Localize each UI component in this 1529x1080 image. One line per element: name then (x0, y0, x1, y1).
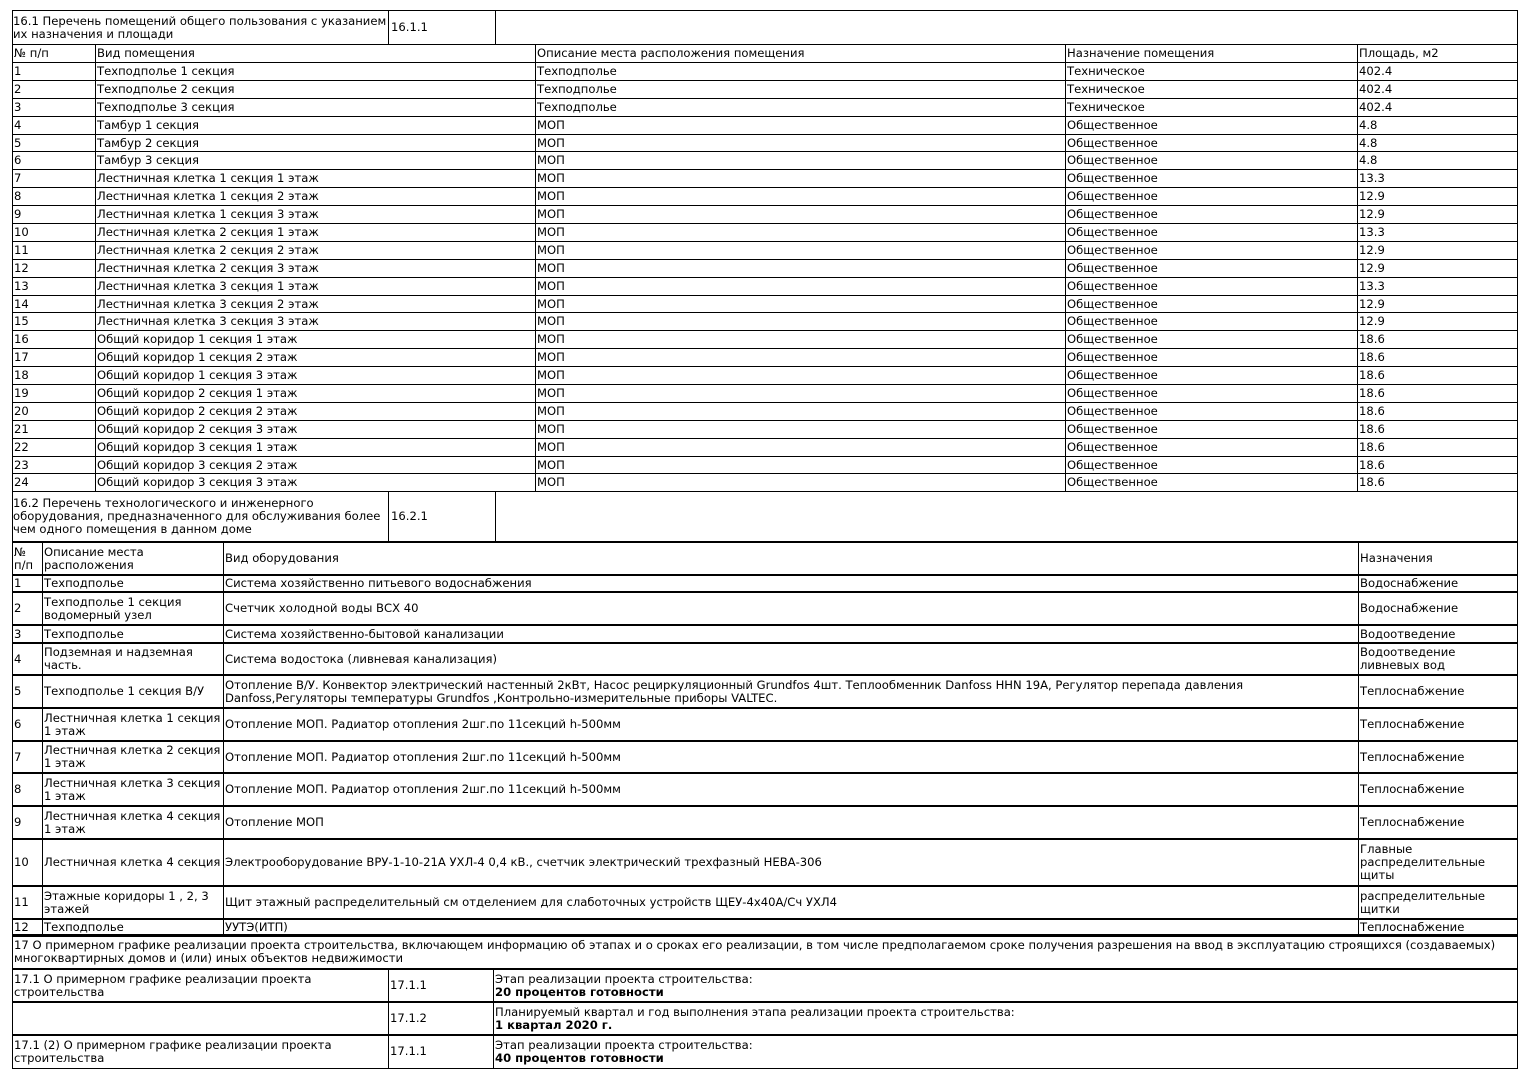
room-area: 18.6 (1358, 420, 1518, 438)
equipment-type: Электрооборудование ВРУ-1-10-21А УХЛ-4 0,4 кВ., счетчик электрический трехфазный НЕВА-306 (224, 839, 1359, 886)
equipment-purpose: Водоснабжение (1359, 575, 1518, 592)
room-purpose: Общественное (1066, 116, 1358, 134)
schedule-code: 17.1.1 (389, 969, 494, 1002)
equipment-location: Лестничная клетка 2 секция 1 этаж (43, 741, 224, 773)
schedule-value: 1 квартал 2020 г. (495, 1017, 613, 1032)
equipment-num: 12 (13, 919, 43, 936)
schedule-table (12, 934, 1518, 1069)
room-num: 22 (13, 438, 96, 456)
room-type: Лестничная клетка 2 секция 2 этаж (96, 241, 536, 259)
room-type: Техподполье 1 секция (96, 63, 536, 81)
equipment-purpose: Главные распределительные щиты (1359, 839, 1518, 886)
equipment-row (13, 675, 1518, 708)
room-location: МОП (536, 331, 1066, 349)
equipment-num: 10 (13, 839, 43, 886)
room-area: 12.9 (1358, 295, 1518, 313)
equipment-purpose: Теплоснабжение (1359, 675, 1518, 708)
room-area: 12.9 (1358, 313, 1518, 331)
room-row (13, 438, 1518, 456)
schedule-label: 17.1 О примерном графике реализации проекта строительства (13, 969, 389, 1002)
room-location: Техподполье (536, 98, 1066, 116)
section-17-header (13, 935, 1518, 969)
col-header-location: Описание места расположения (43, 542, 224, 575)
section-16-2-title: 16.2 Перечень технологического и инженерного оборудования, предназначенного для обслуживания более чем одного помещения в данном доме (13, 496, 381, 536)
room-row (13, 331, 1518, 349)
room-purpose: Техническое (1066, 80, 1358, 98)
equipment-row (13, 592, 1518, 625)
room-location: Техподполье (536, 63, 1066, 81)
rooms-table (12, 10, 1518, 492)
room-row (13, 188, 1518, 206)
room-row (13, 80, 1518, 98)
room-purpose: Общественное (1066, 438, 1358, 456)
equipment-location: Техподполье 1 секция В/У (43, 675, 224, 708)
room-num: 6 (13, 152, 96, 170)
room-num: 24 (13, 474, 96, 492)
room-num: 21 (13, 420, 96, 438)
room-location: МОП (536, 313, 1066, 331)
room-purpose: Общественное (1066, 134, 1358, 152)
room-num: 17 (13, 349, 96, 367)
col-header-type: Вид помещения (96, 45, 536, 63)
room-type: Общий коридор 2 секция 2 этаж (96, 402, 536, 420)
room-num: 11 (13, 241, 96, 259)
room-area: 13.3 (1358, 170, 1518, 188)
room-purpose: Общественное (1066, 170, 1358, 188)
room-num: 12 (13, 259, 96, 277)
equipment-header-row (13, 542, 1518, 575)
room-num: 16 (13, 331, 96, 349)
room-row (13, 206, 1518, 224)
room-type: Общий коридор 3 секция 2 этаж (96, 456, 536, 474)
room-row (13, 295, 1518, 313)
room-type: Техподполье 2 секция (96, 80, 536, 98)
room-type: Лестничная клетка 1 секция 2 этаж (96, 188, 536, 206)
room-num: 15 (13, 313, 96, 331)
room-purpose: Общественное (1066, 241, 1358, 259)
room-row (13, 63, 1518, 81)
room-location: МОП (536, 295, 1066, 313)
room-type: Лестничная клетка 3 секция 2 этаж (96, 295, 536, 313)
col-header-purpose: Назначения (1359, 542, 1518, 575)
equipment-purpose: Теплоснабжение (1359, 773, 1518, 806)
room-location: МОП (536, 241, 1066, 259)
equipment-num: 1 (13, 575, 43, 592)
schedule-caption: Этап реализации проекта строительства: (495, 971, 753, 986)
col-header-area: Площадь, м2 (1358, 45, 1518, 63)
room-area: 12.9 (1358, 188, 1518, 206)
section-17-title: 17 О примерном графике реализации проекта строительства, включающем информацию об этапах и о сроках его реализации, в том числе предполагаемом сроке получения разрешения на ввод в эксплуатацию строящихся (создаваемых) многоквартирных домов и (или) иных объектов недвижимости (13, 935, 1518, 969)
col-header-equipment: Вид оборудования (224, 542, 1359, 575)
room-location: МОП (536, 456, 1066, 474)
room-type: Общий коридор 1 секция 1 этаж (96, 331, 536, 349)
room-purpose: Общественное (1066, 349, 1358, 367)
equipment-location: Лестничная клетка 4 секция 1 этаж (43, 806, 224, 839)
equipment-type: Щит этажный распределительный см отделением для слаботочных устройств ЩЕУ-4х40А/Сч УХЛ4 (224, 886, 1359, 919)
schedule-row (13, 969, 1518, 1002)
room-area: 402.4 (1358, 80, 1518, 98)
room-type: Тамбур 1 секция (96, 116, 536, 134)
room-location: МОП (536, 224, 1066, 242)
room-num: 13 (13, 277, 96, 295)
room-row (13, 474, 1518, 492)
room-area: 18.6 (1358, 438, 1518, 456)
schedule-value-cell (494, 969, 1518, 1002)
room-type: Общий коридор 3 секция 1 этаж (96, 438, 536, 456)
schedule-label (13, 1002, 389, 1035)
room-type: Общий коридор 3 секция 3 этаж (96, 474, 536, 492)
equipment-table (12, 491, 1518, 937)
room-row (13, 170, 1518, 188)
room-row (13, 420, 1518, 438)
room-row (13, 134, 1518, 152)
room-num: 7 (13, 170, 96, 188)
equipment-location: Лестничная клетка 1 секция 1 этаж (43, 708, 224, 741)
equipment-row (13, 643, 1518, 675)
equipment-purpose: Водоснабжение (1359, 592, 1518, 625)
equipment-location: Техподполье 1 секция водомерный узел (43, 592, 224, 625)
equipment-location: Техподполье (43, 919, 224, 936)
room-area: 402.4 (1358, 63, 1518, 81)
equipment-row (13, 741, 1518, 773)
room-purpose: Общественное (1066, 259, 1358, 277)
room-type: Лестничная клетка 3 секция 1 этаж (96, 277, 536, 295)
schedule-value: 40 процентов готовности (495, 1050, 664, 1065)
room-num: 20 (13, 402, 96, 420)
equipment-num: 4 (13, 643, 43, 675)
room-purpose: Общественное (1066, 224, 1358, 242)
room-location: МОП (536, 385, 1066, 403)
room-purpose: Общественное (1066, 456, 1358, 474)
room-purpose: Общественное (1066, 152, 1358, 170)
equipment-row (13, 886, 1518, 919)
room-area: 13.3 (1358, 277, 1518, 295)
room-area: 18.6 (1358, 331, 1518, 349)
room-area: 4.8 (1358, 116, 1518, 134)
equipment-type: Отопление МОП (224, 806, 1359, 839)
schedule-value: 20 процентов готовности (495, 984, 664, 999)
room-area: 18.6 (1358, 456, 1518, 474)
room-area: 402.4 (1358, 98, 1518, 116)
equipment-row (13, 708, 1518, 741)
room-type: Тамбур 2 секция (96, 134, 536, 152)
schedule-value-cell (494, 1035, 1518, 1068)
room-area: 18.6 (1358, 402, 1518, 420)
room-area: 18.6 (1358, 367, 1518, 385)
equipment-type: УУТЭ(ИТП) (224, 919, 1359, 936)
room-purpose: Техническое (1066, 63, 1358, 81)
room-type: Общий коридор 1 секция 3 этаж (96, 367, 536, 385)
room-num: 18 (13, 367, 96, 385)
room-location: МОП (536, 402, 1066, 420)
col-header-num: № п/п (13, 542, 43, 575)
room-area: 4.8 (1358, 134, 1518, 152)
room-purpose: Общественное (1066, 206, 1358, 224)
room-purpose: Общественное (1066, 402, 1358, 420)
equipment-row (13, 625, 1518, 643)
col-header-location: Описание места расположения помещения (536, 45, 1066, 63)
room-location: МОП (536, 474, 1066, 492)
room-location: Техподполье (536, 80, 1066, 98)
room-type: Общий коридор 2 секция 3 этаж (96, 420, 536, 438)
equipment-location: Лестничная клетка 3 секция 1 этаж (43, 773, 224, 806)
section-16-2-header (13, 492, 1518, 543)
equipment-num: 3 (13, 625, 43, 643)
room-num: 10 (13, 224, 96, 242)
equipment-num: 8 (13, 773, 43, 806)
schedule-value-cell (494, 1002, 1518, 1035)
section-16-1-header (13, 11, 1518, 45)
room-purpose: Общественное (1066, 367, 1358, 385)
room-num: 5 (13, 134, 96, 152)
schedule-row (13, 1035, 1518, 1068)
rooms-header-row (13, 45, 1518, 63)
room-location: МОП (536, 134, 1066, 152)
equipment-purpose: Теплоснабжение (1359, 708, 1518, 741)
room-row (13, 224, 1518, 242)
room-location: МОП (536, 188, 1066, 206)
section-16-1-code: 16.1.1 (388, 11, 496, 44)
room-purpose: Общественное (1066, 277, 1358, 295)
schedule-code: 17.1.2 (389, 1002, 494, 1035)
room-row (13, 116, 1518, 134)
room-num: 23 (13, 456, 96, 474)
room-type: Лестничная клетка 1 секция 1 этаж (96, 170, 536, 188)
room-row (13, 152, 1518, 170)
room-location: МОП (536, 367, 1066, 385)
schedule-label: 17.1 (2) О примерном графике реализации проекта строительства (13, 1035, 389, 1068)
room-location: МОП (536, 259, 1066, 277)
room-type: Тамбур 3 секция (96, 152, 536, 170)
room-area: 13.3 (1358, 224, 1518, 242)
room-type: Техподполье 3 секция (96, 98, 536, 116)
col-header-num: № п/п (13, 45, 96, 63)
equipment-type: Система водостока (ливневая канализация) (224, 643, 1359, 675)
room-num: 14 (13, 295, 96, 313)
room-type: Лестничная клетка 1 секция 3 этаж (96, 206, 536, 224)
room-purpose: Общественное (1066, 331, 1358, 349)
room-purpose: Общественное (1066, 385, 1358, 403)
section-16-1-title: 16.1 Перечень помещений общего пользования с указанием их назначения и площади (13, 13, 387, 41)
equipment-type: Система хозяйственно-бытовой канализации (224, 625, 1359, 643)
room-num: 2 (13, 80, 96, 98)
equipment-num: 6 (13, 708, 43, 741)
room-row (13, 277, 1518, 295)
equipment-location: Подземная и надземная часть. (43, 643, 224, 675)
equipment-type: Отопление МОП. Радиатор отопления 2шг.по 11секций h-500мм (224, 708, 1359, 741)
equipment-purpose: распределительные щитки (1359, 886, 1518, 919)
room-row (13, 349, 1518, 367)
equipment-type: Счетчик холодной воды ВСХ 40 (224, 592, 1359, 625)
equipment-num: 11 (13, 886, 43, 919)
room-purpose: Техническое (1066, 98, 1358, 116)
room-row (13, 367, 1518, 385)
room-num: 8 (13, 188, 96, 206)
room-purpose: Общественное (1066, 295, 1358, 313)
col-header-purpose: Назначение помещения (1066, 45, 1358, 63)
room-row (13, 313, 1518, 331)
room-location: МОП (536, 206, 1066, 224)
room-num: 9 (13, 206, 96, 224)
room-location: МОП (536, 420, 1066, 438)
section-16-2-code: 16.2.1 (388, 492, 496, 541)
equipment-purpose: Водоотведение (1359, 625, 1518, 643)
equipment-num: 7 (13, 741, 43, 773)
room-type: Общий коридор 1 секция 2 этаж (96, 349, 536, 367)
room-location: МОП (536, 152, 1066, 170)
room-type: Лестничная клетка 2 секция 1 этаж (96, 224, 536, 242)
room-area: 12.9 (1358, 259, 1518, 277)
room-purpose: Общественное (1066, 420, 1358, 438)
room-num: 1 (13, 63, 96, 81)
schedule-code: 17.1.1 (389, 1035, 494, 1068)
room-type: Общий коридор 2 секция 1 этаж (96, 385, 536, 403)
schedule-caption: Этап реализации проекта строительства: (495, 1037, 753, 1052)
equipment-type: Отопление МОП. Радиатор отопления 2шг.по 11секций h-500мм (224, 773, 1359, 806)
room-row (13, 385, 1518, 403)
room-row (13, 456, 1518, 474)
room-num: 4 (13, 116, 96, 134)
room-location: МОП (536, 438, 1066, 456)
equipment-row (13, 575, 1518, 592)
room-area: 12.9 (1358, 241, 1518, 259)
equipment-row (13, 773, 1518, 806)
room-area: 12.9 (1358, 206, 1518, 224)
equipment-row (13, 839, 1518, 886)
room-row (13, 241, 1518, 259)
room-area: 18.6 (1358, 349, 1518, 367)
room-location: МОП (536, 170, 1066, 188)
equipment-purpose: Водоотведение ливневых вод (1359, 643, 1518, 675)
room-num: 19 (13, 385, 96, 403)
schedule-caption: Планируемый квартал и год выполнения этапа реализации проекта строительства: (495, 1004, 1015, 1019)
equipment-type: Система хозяйственно питьевого водоснабжения (224, 575, 1359, 592)
equipment-location: Лестничная клетка 4 секция (43, 839, 224, 886)
room-purpose: Общественное (1066, 188, 1358, 206)
room-location: МОП (536, 116, 1066, 134)
room-area: 18.6 (1358, 474, 1518, 492)
room-row (13, 98, 1518, 116)
equipment-num: 2 (13, 592, 43, 625)
room-row (13, 402, 1518, 420)
equipment-purpose: Теплоснабжение (1359, 741, 1518, 773)
equipment-type: Отопление В/У. Конвектор электрический настенный 2кВт, Насос рециркуляционный Grundfos 4шт. Теплообменник Danfoss HHN 19A, Регулятор перепада давления Danfoss,Регуляторы температуры Grundfos ,Контрольно-измерительные приборы VALTEC. (224, 675, 1359, 708)
room-row (13, 259, 1518, 277)
room-area: 4.8 (1358, 152, 1518, 170)
room-purpose: Общественное (1066, 474, 1358, 492)
equipment-type: Отопление МОП. Радиатор отопления 2шг.по 11секций h-500мм (224, 741, 1359, 773)
room-location: МОП (536, 277, 1066, 295)
room-purpose: Общественное (1066, 313, 1358, 331)
equipment-num: 5 (13, 675, 43, 708)
room-location: МОП (536, 349, 1066, 367)
equipment-location: Техподполье (43, 625, 224, 643)
schedule-row (13, 1002, 1518, 1035)
equipment-location: Техподполье (43, 575, 224, 592)
room-type: Лестничная клетка 3 секция 3 этаж (96, 313, 536, 331)
equipment-purpose: Теплоснабжение (1359, 919, 1518, 936)
room-area: 18.6 (1358, 385, 1518, 403)
equipment-location: Этажные коридоры 1 , 2, 3 этажей (43, 886, 224, 919)
room-type: Лестничная клетка 2 секция 3 этаж (96, 259, 536, 277)
room-num: 3 (13, 98, 96, 116)
equipment-num: 9 (13, 806, 43, 839)
equipment-purpose: Теплоснабжение (1359, 806, 1518, 839)
equipment-row (13, 806, 1518, 839)
